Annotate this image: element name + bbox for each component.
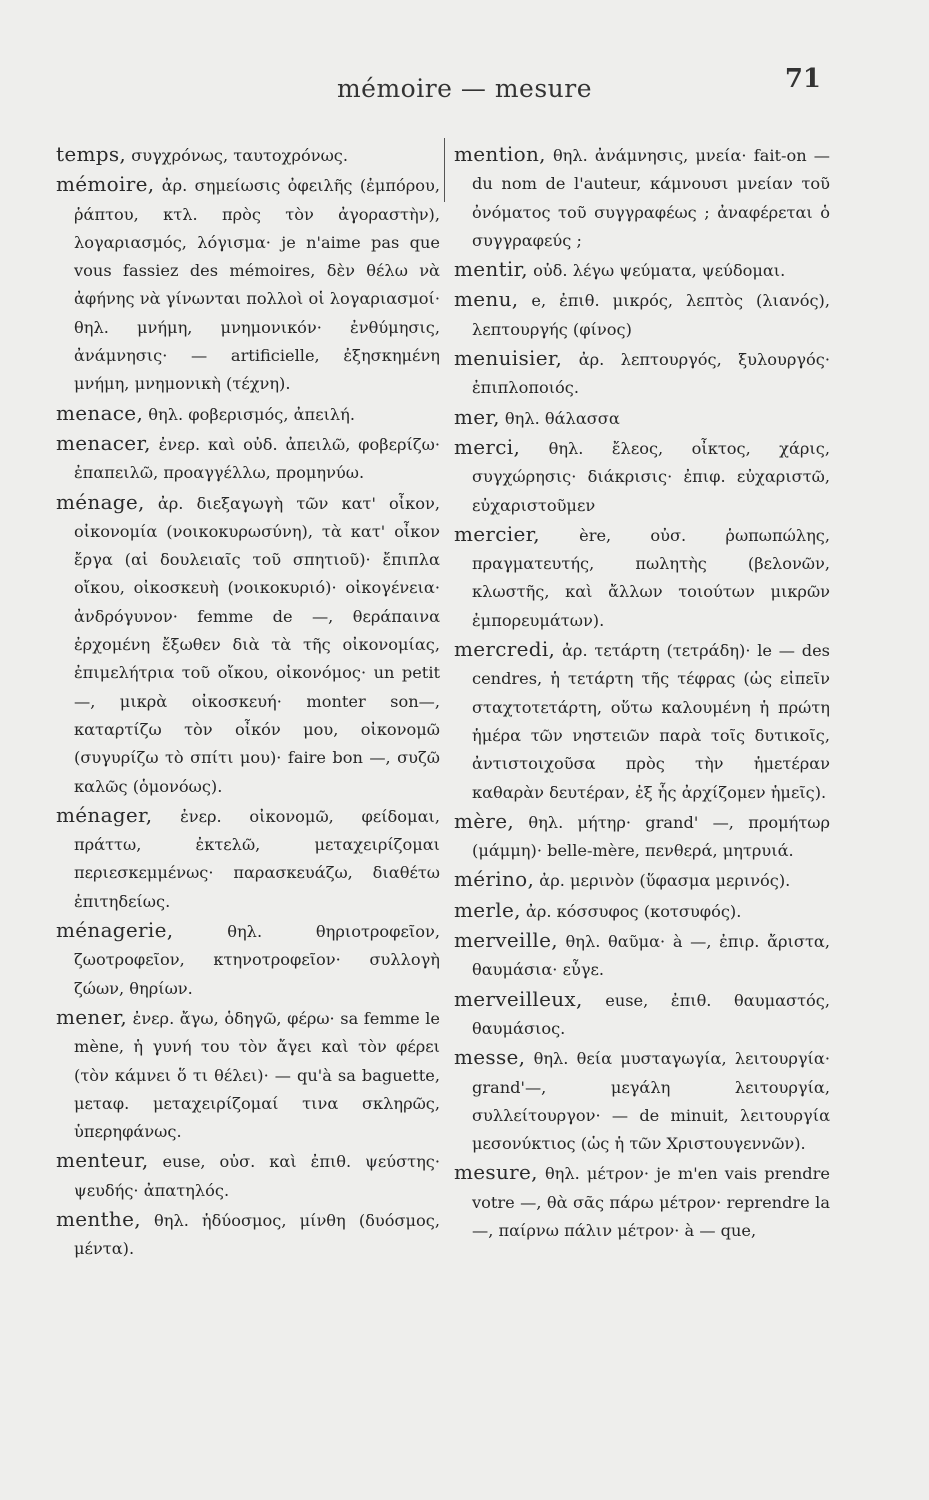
- definition: ἐνερ. οἰκονομῶ, φείδομαι, πράττω, ἐκτελῶ, μεταχειρίζομαι περιεσκεμμένως· παρασκευάζω, διαθέτω ἐπιτηδείως.: [74, 806, 440, 911]
- definition: συγχρόνως, ταυτοχρόνως.: [131, 146, 349, 165]
- dictionary-entry: [454, 985, 830, 1044]
- headword: merci,: [454, 434, 521, 459]
- dictionary-entry: [454, 285, 830, 344]
- definition: θηλ. θάλασσα: [504, 408, 620, 428]
- definition: θηλ. θηριοτροφεῖον, ζωοτροφεῖον, κτηνοτροφεῖον· συλλογὴ ζώων, θηρίων.: [74, 922, 440, 998]
- definition: ἀρ. λεπτουργός, ξυλουργός· ἐπιπλοποιός.: [472, 350, 830, 398]
- headword: ménagerie,: [56, 918, 174, 943]
- dictionary-entry: [454, 520, 830, 635]
- headword: mer,: [454, 404, 500, 429]
- headword: ménage,: [56, 489, 145, 514]
- definition: θηλ. φοβερισμός, ἀπειλή.: [148, 404, 356, 424]
- definition: ἀρ. σημείωσις ὀφειλῆς (ἐμπόρου, ῥάπτου, κτλ. πρὸς τὸν ἀγοραστὴν), λογαριασμός, λόγισμα· je n'aime pas que vous fassiez des mémoires, δὲν θέλω νὰ ἀφήνης νὰ γίνωνται πολλοὶ οἱ λογαριασμοί· θηλ. μνήμη, μνημονικόν· ἐνθύμησις, ἀνάμνησις· — artificielle, ἐξησκημένη μνήμη, μνημονικὴ (τέχνη).: [74, 176, 441, 394]
- definition: e, ἐπιθ. μικρός, λεπτὸς (λιανός), λεπτουργής (φίνος): [472, 291, 830, 339]
- definition: euse, οὐσ. καὶ ἐπιθ. ψεύστης· ψευδής· ἀπατηλός.: [74, 1152, 440, 1200]
- dictionary-entry: [56, 801, 440, 916]
- dictionary-entry: [454, 1158, 830, 1245]
- dictionary-entry: [454, 1043, 830, 1158]
- definition: θηλ. μήτηρ· grand' —, προμήτωρ (μάμμη)· belle-mère, πενθερά, μητρυιά.: [472, 812, 830, 861]
- dictionary-entry: [454, 140, 830, 255]
- definition: θηλ. θαῦμα· à —, ἐπιρ. ἄριστα, θαυμάσια· εὖγε.: [472, 932, 830, 980]
- dictionary-entry: [56, 429, 440, 488]
- headword: menacer,: [56, 430, 151, 455]
- dictionary-entry: [454, 403, 830, 433]
- dictionary-entry: [56, 1003, 440, 1146]
- definition: euse, ἐπιθ. θαυμαστός, θαυμάσιος.: [472, 990, 830, 1038]
- definition: θηλ. θεία μυσταγωγία, λειτουργία· grand'—, μεγάλη λειτουργία, συλλείτουργον· — de minuit, λειτουργία μεσονύκτιος (ὡς ἡ τῶν Χριστουγεννῶν).: [472, 1049, 830, 1154]
- headword: menu,: [454, 287, 519, 312]
- headword: mesure,: [454, 1160, 538, 1185]
- headword: mémoire,: [56, 172, 155, 197]
- headword: messe,: [454, 1045, 526, 1070]
- left-column: [56, 140, 440, 1264]
- headword: mener,: [56, 1004, 128, 1029]
- definition: ἀρ. διεξαγωγὴ τῶν κατ' οἶκον, οἰκονομία (νοικοκυρωσύνη), τὰ κατ' οἶκον ἔργα (αἱ δουλειαῖς τοῦ σπητιοῦ)· ἔπιπλα οἴκου, οἰκοσκευὴ (νοικοκυριό)· οἰκογένεια· ἀνδρόγυνον· femme de —, θεράπαινα ἐρχομένη ἔξωθεν διὰ τὰ τῆς οἰκονομίας, ἐπιμελήτρια τοῦ οἴκου, οἰκονόμος· un petit —, μικρὰ οἰκοσκευή· monter son—, καταρτίζω τὸν οἶκόν μου, οἰκονομῶ (συγυρίζω τὸ σπίτι μου)· faire bon —, συζῶ καλῶς (ὁμονόως).: [74, 493, 440, 796]
- headword: mercredi,: [454, 637, 556, 662]
- dictionary-entry: [454, 344, 830, 403]
- dictionary-entry: [56, 488, 440, 801]
- running-head: mémoire — mesure: [336, 74, 593, 103]
- dictionary-entry: [454, 255, 830, 285]
- dictionary-entry: [56, 140, 440, 170]
- headword: menteur,: [56, 1148, 149, 1173]
- headword: merle,: [454, 897, 521, 922]
- headword: ménager,: [56, 802, 153, 827]
- definition: ἐνερ. ἄγω, ὁδηγῶ, φέρω· sa femme le mène, ἡ γυνή του τὸν ἄγει καὶ τὸν φέρει (τὸν κάμνει ὅ τι θέλει)· — qu'à sa baguette, μεταφ. μεταχειρίζομαί τινα σκληρῶς, ὑπερηφάνως.: [74, 1008, 440, 1142]
- dictionary-entry: [56, 399, 440, 429]
- definition: ἀρ. μερινὸν (ὕφασμα μερινός).: [539, 871, 791, 891]
- dictionary-entry: [56, 916, 440, 1003]
- right-column: [454, 140, 830, 1245]
- dictionary-entry: [56, 170, 440, 398]
- dictionary-entry: [454, 926, 830, 985]
- headword: temps,: [56, 142, 127, 166]
- headword: menace,: [56, 400, 144, 425]
- headword: menuisier,: [454, 346, 563, 371]
- definition: ἀρ. τετάρτη (τετράδη)· le — des cendres, ἡ τετάρτη τῆς τέφρας (ὡς εἰπεῖν σταχτοτετάρτη, οὕτω καλουμένη ἡ πρώτη ἡμέρα τῶν νηστειῶν παρὰ τοῖς δυτικοῖς, ἀντιστοιχοῦσα πρὸς τὴν ἡμετέραν καθαρὰν δευτέραν, ἐξ ἧς ἀρχίζομεν ἡμεῖς).: [472, 641, 830, 802]
- headword: merveille,: [454, 928, 558, 953]
- definition: θηλ. μέτρον· je m'en vais prendre votre —, θὰ σᾶς πάρω μέτρον· reprendre la —, παίρνω πάλιν μέτρον· à — que,: [472, 1164, 830, 1240]
- headword: mention,: [454, 142, 546, 166]
- dictionary-entry: [56, 1146, 440, 1205]
- dictionary-entry: [454, 896, 830, 926]
- definition: οὐδ. λέγω ψεύματα, ψεύδομαι.: [533, 261, 786, 281]
- headword: mère,: [454, 808, 515, 833]
- page-number: 71: [784, 64, 821, 94]
- headword: merveilleux,: [454, 986, 583, 1011]
- definition: ère, οὐσ. ῥωπωπώλης, πραγματευτής, πωλητὴς (βελονῶν, κλωστῆς, καὶ ἄλλων τοιούτων μικρῶν ἐμπορευμάτων).: [472, 525, 830, 630]
- definition: θηλ. ἀνάμνησις, μνεία· fait-on — du nom de l'auteur, κάμνουσι μνείαν τοῦ ὀνόματος τοῦ συγγραφέως ; ἀναφέρεται ὁ συγγραφεύς ;: [472, 146, 830, 250]
- column-divider: [444, 138, 445, 202]
- dictionary-entry: [454, 433, 830, 520]
- headword: mercier,: [454, 521, 540, 546]
- headword: mentir,: [454, 257, 528, 282]
- headword: mérino,: [454, 867, 535, 892]
- dictionary-entry: [454, 807, 830, 866]
- dictionary-entry: [56, 1205, 440, 1264]
- definition: θηλ. ἔλεος, οἶκτος, χάρις, συγχώρησις· διάκρισις· ἐπιφ. εὐχαριστῶ, εὐχαριστοῦμεν: [472, 438, 830, 515]
- definition: ἀρ. κόσσυφος (κοτσυφός).: [525, 901, 742, 921]
- headword: menthe,: [56, 1206, 141, 1231]
- dictionary-entry: [454, 865, 830, 895]
- definition: ἐνερ. καὶ οὐδ. ἀπειλῶ, φοβερίζω· ἐπαπειλῶ, προαγγέλλω, προμηνύω.: [74, 434, 440, 483]
- definition: θηλ. ἡδύοσμος, μίνθη (δυόσμος, μέντα).: [74, 1210, 440, 1259]
- dictionary-entry: [454, 635, 830, 807]
